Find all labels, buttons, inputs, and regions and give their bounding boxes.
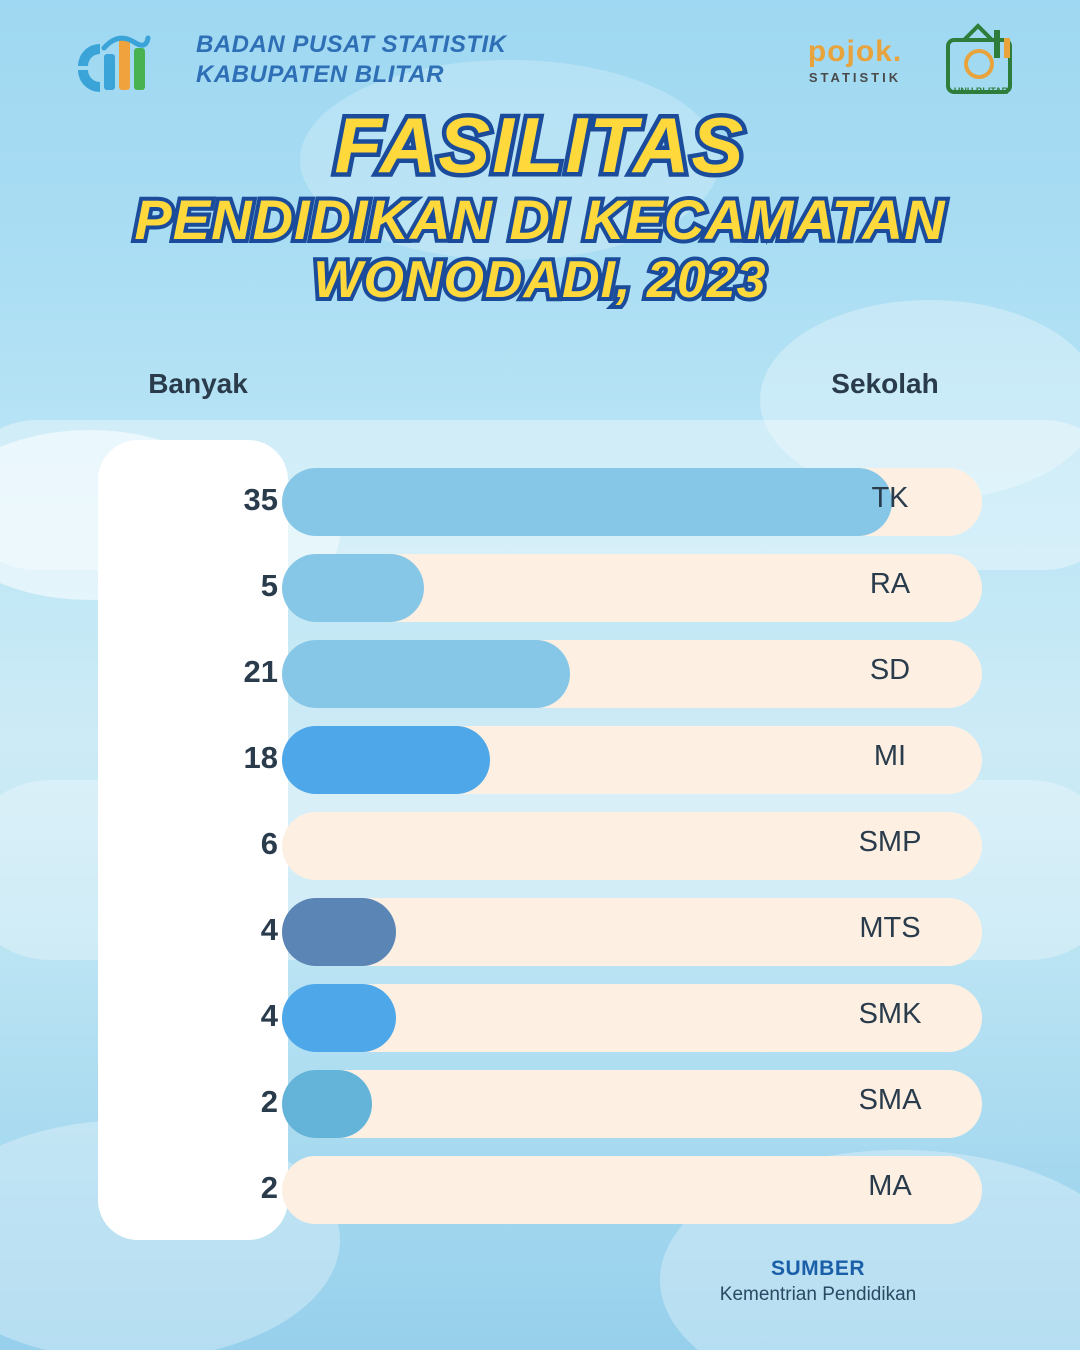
title-line-1: FASILITAS [334, 101, 746, 189]
bps-logo-icon [68, 26, 178, 92]
title-line-2: PENDIDIKAN DI KECAMATAN [134, 188, 946, 251]
chart-row [0, 890, 1080, 976]
bar-fill [282, 812, 412, 880]
bar-fill [282, 726, 490, 794]
bar-label: MI [873, 740, 907, 772]
source-title: SUMBER [770, 1257, 865, 1280]
bar-fill [282, 984, 396, 1052]
pojok-logo-text: pojok. [807, 35, 903, 68]
bar-value: 6 [260, 826, 278, 861]
bar-fill [282, 554, 424, 622]
bar-label: MTS [859, 912, 921, 944]
poster-title [0, 101, 1080, 309]
source-text: Kementrian Pendidikan [719, 1284, 917, 1305]
bar-value: 2 [260, 1170, 278, 1205]
column-header-banyak: Banyak [148, 368, 248, 399]
chart-row [0, 632, 1080, 718]
bar-label: SD [869, 654, 911, 686]
bar-value: 4 [260, 912, 278, 947]
bar-value: 5 [260, 568, 278, 603]
bar-value: 35 [243, 482, 278, 517]
chart-row [0, 718, 1080, 804]
poster-header [0, 14, 1080, 104]
chart-row [0, 1062, 1080, 1148]
chart-row [0, 976, 1080, 1062]
bar-fill [282, 1070, 372, 1138]
bar-label: SMA [858, 1084, 922, 1116]
bps-org-line2: KABUPATEN BLITAR [196, 61, 444, 88]
bar-value: 4 [260, 998, 278, 1033]
chart-row [0, 804, 1080, 890]
bps-org-line1: BADAN PUSAT STATISTIK [196, 31, 507, 58]
bar-fill [282, 1156, 372, 1224]
pojok-logo-subtext: STATISTIK [808, 70, 902, 85]
bar-chart [0, 460, 1080, 1234]
bar-label: SMK [858, 998, 922, 1030]
bar-label: TK [871, 482, 909, 514]
chart-row [0, 1148, 1080, 1234]
bar-value: 21 [243, 654, 278, 689]
unu-blitar-label: UNU BLITAR [953, 86, 1009, 96]
source-block [668, 1257, 968, 1306]
chart-row [0, 546, 1080, 632]
bar-label: RA [869, 568, 911, 600]
bar-label: MA [868, 1170, 912, 1202]
column-header-sekolah: Sekolah [831, 368, 939, 399]
title-line-3: WONODADI, 2023 [313, 251, 767, 309]
chart-row [0, 460, 1080, 546]
bar-fill [282, 640, 570, 708]
bar-label: SMP [858, 826, 922, 858]
bps-org-text [196, 30, 507, 90]
pojok-statistik-logo [790, 36, 920, 85]
bar-fill [282, 898, 396, 966]
bar-value: 18 [243, 740, 278, 775]
bar-value: 2 [260, 1084, 278, 1119]
